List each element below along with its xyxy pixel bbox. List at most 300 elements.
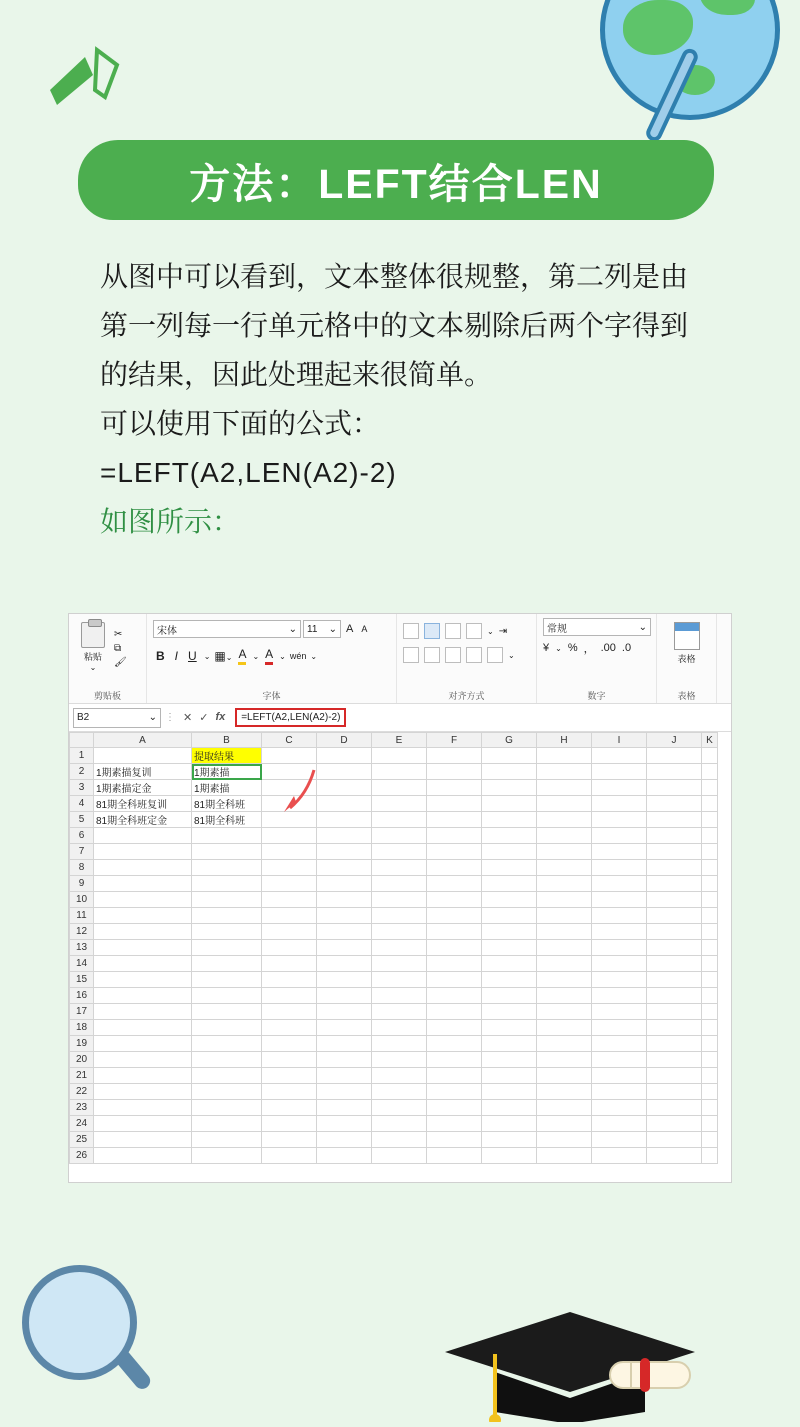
cell-K8[interactable] xyxy=(702,860,718,876)
cell-K3[interactable] xyxy=(702,780,718,796)
cell-B22[interactable] xyxy=(192,1084,262,1100)
cell-K20[interactable] xyxy=(702,1052,718,1068)
cell-E4[interactable] xyxy=(372,796,427,812)
cell-H15[interactable] xyxy=(537,972,592,988)
cell-E1[interactable] xyxy=(372,748,427,764)
cell-I13[interactable] xyxy=(592,940,647,956)
paste-button[interactable]: 粘贴 ⌄ xyxy=(75,618,111,678)
cell-H18[interactable] xyxy=(537,1020,592,1036)
row-header[interactable]: 16 xyxy=(70,988,94,1004)
align-center-button[interactable] xyxy=(424,647,440,663)
cell-D13[interactable] xyxy=(317,940,372,956)
row-header[interactable]: 13 xyxy=(70,940,94,956)
currency-button[interactable]: ¥ xyxy=(543,642,550,654)
cell-G10[interactable] xyxy=(482,892,537,908)
cell-B17[interactable] xyxy=(192,1004,262,1020)
cell-J11[interactable] xyxy=(647,908,702,924)
cell-J6[interactable] xyxy=(647,828,702,844)
col-header-I[interactable]: I xyxy=(592,733,647,748)
cell-B11[interactable] xyxy=(192,908,262,924)
cell-D16[interactable] xyxy=(317,988,372,1004)
cell-C8[interactable] xyxy=(262,860,317,876)
cell-J20[interactable] xyxy=(647,1052,702,1068)
align-bottom-button[interactable] xyxy=(445,623,461,639)
cell-G22[interactable] xyxy=(482,1084,537,1100)
row-header[interactable]: 20 xyxy=(70,1052,94,1068)
cell-E18[interactable] xyxy=(372,1020,427,1036)
cell-G17[interactable] xyxy=(482,1004,537,1020)
cell-F13[interactable] xyxy=(427,940,482,956)
cell-H16[interactable] xyxy=(537,988,592,1004)
cell-J23[interactable] xyxy=(647,1100,702,1116)
cell-C26[interactable] xyxy=(262,1148,317,1164)
number-format-combobox[interactable] xyxy=(543,618,651,636)
cell-I8[interactable] xyxy=(592,860,647,876)
col-header-A[interactable]: A xyxy=(94,733,192,748)
cell-H13[interactable] xyxy=(537,940,592,956)
cell-B15[interactable] xyxy=(192,972,262,988)
cell-F19[interactable] xyxy=(427,1036,482,1052)
cell-E2[interactable] xyxy=(372,764,427,780)
cell-G15[interactable] xyxy=(482,972,537,988)
cell-K9[interactable] xyxy=(702,876,718,892)
format-painter-icon[interactable]: 🖌 xyxy=(114,656,127,668)
cell-I20[interactable] xyxy=(592,1052,647,1068)
cell-F12[interactable] xyxy=(427,924,482,940)
cell-E13[interactable] xyxy=(372,940,427,956)
cell-J22[interactable] xyxy=(647,1084,702,1100)
scissors-icon[interactable]: ✂ xyxy=(114,628,123,640)
cell-D7[interactable] xyxy=(317,844,372,860)
cell-I11[interactable] xyxy=(592,908,647,924)
cell-F8[interactable] xyxy=(427,860,482,876)
row-header[interactable]: 7 xyxy=(70,844,94,860)
cell-C7[interactable] xyxy=(262,844,317,860)
cell-G5[interactable] xyxy=(482,812,537,828)
col-header-J[interactable]: J xyxy=(647,733,702,748)
cell-E12[interactable] xyxy=(372,924,427,940)
cell-I4[interactable] xyxy=(592,796,647,812)
cell-A19[interactable] xyxy=(94,1036,192,1052)
cell-I23[interactable] xyxy=(592,1100,647,1116)
cell-K14[interactable] xyxy=(702,956,718,972)
cell-A14[interactable] xyxy=(94,956,192,972)
cell-D9[interactable] xyxy=(317,876,372,892)
cell-K12[interactable] xyxy=(702,924,718,940)
cell-I12[interactable] xyxy=(592,924,647,940)
cell-F4[interactable] xyxy=(427,796,482,812)
cell-D10[interactable] xyxy=(317,892,372,908)
italic-button[interactable]: I xyxy=(174,649,179,663)
cell-G6[interactable] xyxy=(482,828,537,844)
cell-E14[interactable] xyxy=(372,956,427,972)
cell-E6[interactable] xyxy=(372,828,427,844)
cell-I14[interactable] xyxy=(592,956,647,972)
cell-A6[interactable] xyxy=(94,828,192,844)
cell-A5[interactable]: 81期全科班定金 xyxy=(94,812,192,828)
cell-K26[interactable] xyxy=(702,1148,718,1164)
cell-K5[interactable] xyxy=(702,812,718,828)
cell-I21[interactable] xyxy=(592,1068,647,1084)
cell-I18[interactable] xyxy=(592,1020,647,1036)
copy-icon[interactable]: ⧉ xyxy=(114,642,122,654)
percent-button[interactable]: % xyxy=(567,642,578,654)
cell-F20[interactable] xyxy=(427,1052,482,1068)
cell-E16[interactable] xyxy=(372,988,427,1004)
cell-D8[interactable] xyxy=(317,860,372,876)
cell-B19[interactable] xyxy=(192,1036,262,1052)
cell-K19[interactable] xyxy=(702,1036,718,1052)
row-header[interactable]: 4 xyxy=(70,796,94,812)
cell-F3[interactable] xyxy=(427,780,482,796)
underline-button[interactable]: U xyxy=(188,649,197,663)
row-header[interactable]: 12 xyxy=(70,924,94,940)
cell-D3[interactable] xyxy=(317,780,372,796)
cell-G1[interactable] xyxy=(482,748,537,764)
cell-D4[interactable] xyxy=(317,796,372,812)
cell-B14[interactable] xyxy=(192,956,262,972)
chevron-down-icon[interactable]: ⌄ xyxy=(203,651,211,661)
col-header-B[interactable]: B xyxy=(192,733,262,748)
cell-H25[interactable] xyxy=(537,1132,592,1148)
cell-H17[interactable] xyxy=(537,1004,592,1020)
font-size-combobox[interactable] xyxy=(303,620,341,638)
cell-K17[interactable] xyxy=(702,1004,718,1020)
cell-D20[interactable] xyxy=(317,1052,372,1068)
row-header[interactable]: 26 xyxy=(70,1148,94,1164)
col-header-F[interactable]: F xyxy=(427,733,482,748)
cell-D24[interactable] xyxy=(317,1116,372,1132)
cell-C12[interactable] xyxy=(262,924,317,940)
cell-J26[interactable] xyxy=(647,1148,702,1164)
cell-C16[interactable] xyxy=(262,988,317,1004)
cell-E8[interactable] xyxy=(372,860,427,876)
cell-F5[interactable] xyxy=(427,812,482,828)
cell-K21[interactable] xyxy=(702,1068,718,1084)
cell-H1[interactable] xyxy=(537,748,592,764)
cell-K10[interactable] xyxy=(702,892,718,908)
border-button[interactable]: ▦⌄ xyxy=(214,649,233,663)
cell-E25[interactable] xyxy=(372,1132,427,1148)
cell-H26[interactable] xyxy=(537,1148,592,1164)
row-header[interactable]: 19 xyxy=(70,1036,94,1052)
cell-K2[interactable] xyxy=(702,764,718,780)
cell-H10[interactable] xyxy=(537,892,592,908)
cell-F23[interactable] xyxy=(427,1100,482,1116)
cell-J8[interactable] xyxy=(647,860,702,876)
cell-B6[interactable] xyxy=(192,828,262,844)
grow-font-button[interactable]: A xyxy=(346,623,354,635)
cell-C22[interactable] xyxy=(262,1084,317,1100)
phonetic-guide-button[interactable]: wén xyxy=(289,651,307,661)
cell-J4[interactable] xyxy=(647,796,702,812)
cell-H8[interactable] xyxy=(537,860,592,876)
cell-E5[interactable] xyxy=(372,812,427,828)
cell-B4[interactable]: 81期全科班 xyxy=(192,796,262,812)
cell-G24[interactable] xyxy=(482,1116,537,1132)
cell-J3[interactable] xyxy=(647,780,702,796)
cell-D2[interactable] xyxy=(317,764,372,780)
cell-A13[interactable] xyxy=(94,940,192,956)
cell-B7[interactable] xyxy=(192,844,262,860)
row-header[interactable]: 21 xyxy=(70,1068,94,1084)
cell-E21[interactable] xyxy=(372,1068,427,1084)
cell-I5[interactable] xyxy=(592,812,647,828)
cell-H19[interactable] xyxy=(537,1036,592,1052)
row-header[interactable]: 6 xyxy=(70,828,94,844)
align-top-button[interactable] xyxy=(403,623,419,639)
cell-K25[interactable] xyxy=(702,1132,718,1148)
cell-D6[interactable] xyxy=(317,828,372,844)
cell-F6[interactable] xyxy=(427,828,482,844)
cell-A8[interactable] xyxy=(94,860,192,876)
row-header[interactable]: 25 xyxy=(70,1132,94,1148)
cell-E7[interactable] xyxy=(372,844,427,860)
row-header[interactable]: 5 xyxy=(70,812,94,828)
increase-decimal-button[interactable]: .00 xyxy=(600,642,616,654)
cell-E11[interactable] xyxy=(372,908,427,924)
cell-G2[interactable] xyxy=(482,764,537,780)
cell-D25[interactable] xyxy=(317,1132,372,1148)
cell-C13[interactable] xyxy=(262,940,317,956)
cell-K24[interactable] xyxy=(702,1116,718,1132)
cell-J17[interactable] xyxy=(647,1004,702,1020)
col-header-G[interactable]: G xyxy=(482,733,537,748)
cell-E24[interactable] xyxy=(372,1116,427,1132)
row-header[interactable]: 22 xyxy=(70,1084,94,1100)
cell-H2[interactable] xyxy=(537,764,592,780)
cell-I10[interactable] xyxy=(592,892,647,908)
cell-A17[interactable] xyxy=(94,1004,192,1020)
cell-C9[interactable] xyxy=(262,876,317,892)
cell-F22[interactable] xyxy=(427,1084,482,1100)
cell-J19[interactable] xyxy=(647,1036,702,1052)
cell-A2[interactable]: 1期素描复训 xyxy=(94,764,192,780)
cell-I16[interactable] xyxy=(592,988,647,1004)
chevron-down-icon[interactable]: ⌄ xyxy=(279,651,286,661)
chevron-down-icon[interactable]: ⌄ xyxy=(252,651,260,661)
cell-E23[interactable] xyxy=(372,1100,427,1116)
shrink-font-button[interactable]: A xyxy=(361,624,368,634)
cell-B1[interactable]: 提取结果 xyxy=(192,748,262,764)
cell-E26[interactable] xyxy=(372,1148,427,1164)
formula-input[interactable]: =LEFT(A2,LEN(A2)-2) xyxy=(235,708,346,727)
cell-J9[interactable] xyxy=(647,876,702,892)
cell-D17[interactable] xyxy=(317,1004,372,1020)
cell-A26[interactable] xyxy=(94,1148,192,1164)
cell-F2[interactable] xyxy=(427,764,482,780)
cell-G7[interactable] xyxy=(482,844,537,860)
row-header[interactable]: 24 xyxy=(70,1116,94,1132)
cell-F10[interactable] xyxy=(427,892,482,908)
corner-select-all[interactable] xyxy=(70,733,94,748)
cell-D15[interactable] xyxy=(317,972,372,988)
align-left-button[interactable] xyxy=(403,647,419,663)
cell-F17[interactable] xyxy=(427,1004,482,1020)
cell-G19[interactable] xyxy=(482,1036,537,1052)
cell-D21[interactable] xyxy=(317,1068,372,1084)
cell-C6[interactable] xyxy=(262,828,317,844)
cell-E22[interactable] xyxy=(372,1084,427,1100)
chevron-down-icon[interactable]: ⌄ xyxy=(508,650,515,660)
cell-G25[interactable] xyxy=(482,1132,537,1148)
cell-G8[interactable] xyxy=(482,860,537,876)
cell-I24[interactable] xyxy=(592,1116,647,1132)
cell-I9[interactable] xyxy=(592,876,647,892)
cell-G13[interactable] xyxy=(482,940,537,956)
font-name-combobox[interactable] xyxy=(153,620,301,638)
cell-C23[interactable] xyxy=(262,1100,317,1116)
cell-B9[interactable] xyxy=(192,876,262,892)
cell-J25[interactable] xyxy=(647,1132,702,1148)
row-header[interactable]: 8 xyxy=(70,860,94,876)
cell-F21[interactable] xyxy=(427,1068,482,1084)
cell-H5[interactable] xyxy=(537,812,592,828)
cell-F18[interactable] xyxy=(427,1020,482,1036)
align-middle-button[interactable] xyxy=(424,623,440,639)
cell-D19[interactable] xyxy=(317,1036,372,1052)
cell-I2[interactable] xyxy=(592,764,647,780)
row-header[interactable]: 11 xyxy=(70,908,94,924)
cell-H3[interactable] xyxy=(537,780,592,796)
cell-A21[interactable] xyxy=(94,1068,192,1084)
cell-C17[interactable] xyxy=(262,1004,317,1020)
cell-G9[interactable] xyxy=(482,876,537,892)
cell-G14[interactable] xyxy=(482,956,537,972)
row-header[interactable]: 15 xyxy=(70,972,94,988)
cell-C21[interactable] xyxy=(262,1068,317,1084)
table-icon[interactable] xyxy=(674,622,700,650)
row-header[interactable]: 14 xyxy=(70,956,94,972)
cell-F16[interactable] xyxy=(427,988,482,1004)
cell-I7[interactable] xyxy=(592,844,647,860)
cell-F15[interactable] xyxy=(427,972,482,988)
cell-J16[interactable] xyxy=(647,988,702,1004)
chevron-down-icon[interactable]: ⌄ xyxy=(555,643,562,653)
cell-B2[interactable]: 1期素描 xyxy=(192,764,262,780)
cell-A18[interactable] xyxy=(94,1020,192,1036)
row-header[interactable]: 23 xyxy=(70,1100,94,1116)
cell-J14[interactable] xyxy=(647,956,702,972)
cell-H21[interactable] xyxy=(537,1068,592,1084)
align-right-button[interactable] xyxy=(445,647,461,663)
cell-E10[interactable] xyxy=(372,892,427,908)
cell-G21[interactable] xyxy=(482,1068,537,1084)
cell-F11[interactable] xyxy=(427,908,482,924)
cell-C24[interactable] xyxy=(262,1116,317,1132)
cell-B24[interactable] xyxy=(192,1116,262,1132)
cell-B12[interactable] xyxy=(192,924,262,940)
decrease-decimal-button[interactable]: .0 xyxy=(621,642,632,654)
cell-I26[interactable] xyxy=(592,1148,647,1164)
cell-B25[interactable] xyxy=(192,1132,262,1148)
cell-J7[interactable] xyxy=(647,844,702,860)
fill-color-button[interactable]: A xyxy=(236,647,248,665)
cell-G12[interactable] xyxy=(482,924,537,940)
confirm-formula-icon[interactable]: ✓ xyxy=(199,712,209,724)
insert-function-icon[interactable]: fx xyxy=(215,711,226,723)
cell-A4[interactable]: 81期全科班复训 xyxy=(94,796,192,812)
cell-F25[interactable] xyxy=(427,1132,482,1148)
cell-H4[interactable] xyxy=(537,796,592,812)
cell-K16[interactable] xyxy=(702,988,718,1004)
cell-C18[interactable] xyxy=(262,1020,317,1036)
cell-K13[interactable] xyxy=(702,940,718,956)
comma-button[interactable]: ， xyxy=(583,643,595,655)
cell-B20[interactable] xyxy=(192,1052,262,1068)
cell-H22[interactable] xyxy=(537,1084,592,1100)
font-color-button[interactable]: A xyxy=(263,647,275,665)
row-header[interactable]: 9 xyxy=(70,876,94,892)
cell-B10[interactable] xyxy=(192,892,262,908)
cell-B21[interactable] xyxy=(192,1068,262,1084)
cell-K11[interactable] xyxy=(702,908,718,924)
cell-D23[interactable] xyxy=(317,1100,372,1116)
cell-J15[interactable] xyxy=(647,972,702,988)
cell-D1[interactable] xyxy=(317,748,372,764)
merge-cells-button[interactable] xyxy=(487,647,503,663)
cell-I1[interactable] xyxy=(592,748,647,764)
row-header[interactable]: 10 xyxy=(70,892,94,908)
cell-K15[interactable] xyxy=(702,972,718,988)
cell-J13[interactable] xyxy=(647,940,702,956)
chevron-down-icon[interactable]: ⌄ xyxy=(310,651,318,661)
cell-K6[interactable] xyxy=(702,828,718,844)
cell-J18[interactable] xyxy=(647,1020,702,1036)
cell-E19[interactable] xyxy=(372,1036,427,1052)
col-header-H[interactable]: H xyxy=(537,733,592,748)
cell-H9[interactable] xyxy=(537,876,592,892)
cell-H6[interactable] xyxy=(537,828,592,844)
cell-A9[interactable] xyxy=(94,876,192,892)
cell-C11[interactable] xyxy=(262,908,317,924)
indent-icons[interactable]: ⇥ xyxy=(498,625,508,637)
cell-K22[interactable] xyxy=(702,1084,718,1100)
cell-I6[interactable] xyxy=(592,828,647,844)
col-header-E[interactable]: E xyxy=(372,733,427,748)
col-header-D[interactable]: D xyxy=(317,733,372,748)
cell-C19[interactable] xyxy=(262,1036,317,1052)
row-header[interactable]: 2 xyxy=(70,764,94,780)
cell-B26[interactable] xyxy=(192,1148,262,1164)
cell-F7[interactable] xyxy=(427,844,482,860)
cell-J12[interactable] xyxy=(647,924,702,940)
cell-G16[interactable] xyxy=(482,988,537,1004)
cell-A15[interactable] xyxy=(94,972,192,988)
cell-K18[interactable] xyxy=(702,1020,718,1036)
cell-K4[interactable] xyxy=(702,796,718,812)
cell-E20[interactable] xyxy=(372,1052,427,1068)
cell-A7[interactable] xyxy=(94,844,192,860)
cell-G11[interactable] xyxy=(482,908,537,924)
cell-A16[interactable] xyxy=(94,988,192,1004)
chevron-down-icon[interactable]: ⌄ xyxy=(487,626,494,636)
cell-I22[interactable] xyxy=(592,1084,647,1100)
name-box[interactable] xyxy=(73,708,161,728)
cell-J24[interactable] xyxy=(647,1116,702,1132)
cell-B13[interactable] xyxy=(192,940,262,956)
cell-K1[interactable] xyxy=(702,748,718,764)
wrap-text-button[interactable] xyxy=(466,647,482,663)
cell-B8[interactable] xyxy=(192,860,262,876)
cell-G4[interactable] xyxy=(482,796,537,812)
cell-C20[interactable] xyxy=(262,1052,317,1068)
cell-A20[interactable] xyxy=(94,1052,192,1068)
cell-E3[interactable] xyxy=(372,780,427,796)
cell-F26[interactable] xyxy=(427,1148,482,1164)
cell-A3[interactable]: 1期素描定金 xyxy=(94,780,192,796)
cell-H14[interactable] xyxy=(537,956,592,972)
